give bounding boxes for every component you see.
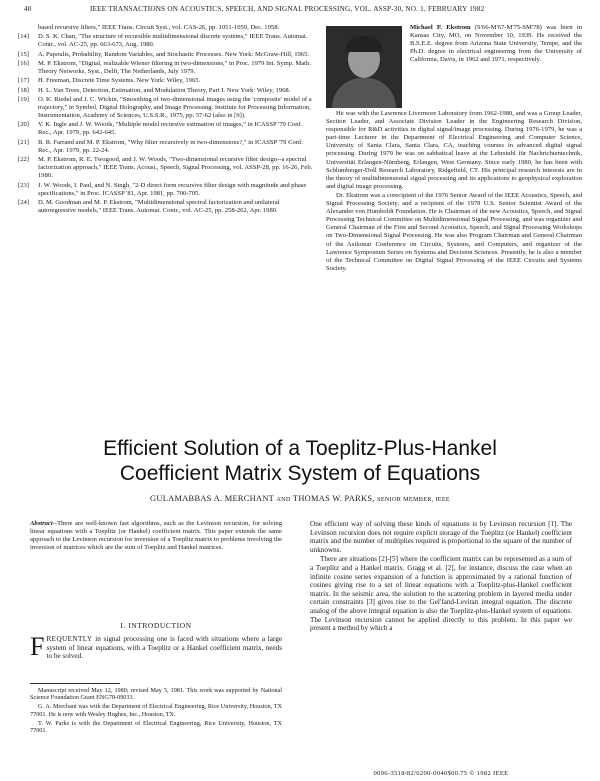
- biography-name: Michael P. Ekstrom: [410, 24, 471, 31]
- reference-item: [18, 182, 314, 198]
- author-photo: [326, 26, 402, 108]
- right-column-text: [310, 520, 572, 634]
- reference-number: [16]: [18, 59, 29, 67]
- footnote-rule: [30, 683, 120, 684]
- reference-item: [18, 199, 314, 215]
- reference-number: [20]: [18, 121, 29, 129]
- reference-number: [24]: [18, 198, 29, 206]
- biography-intro: [410, 24, 582, 64]
- running-header: [24, 5, 584, 17]
- introduction-paragraph: [30, 632, 283, 661]
- body-paragraph: One efficient way of solving these kinds of equations is by Levinson recursion [1]. The Levinson recursion does not require explicit storage of the Toeplitz (or Hankel) coefficient matrix and the number of multiplies required is proportional to the square of the number of unknowns.: [310, 520, 572, 554]
- reference-number: [21]: [18, 138, 29, 146]
- reference-number: [22]: [18, 156, 29, 164]
- reference-item: [18, 121, 314, 137]
- reference-text: O. K. Riedel and J. C. Wickin, "Smoothing of two-dimensional images using the 'composite' model of a trajectory," in Symbol, Digital Holography, and Image Processing. Institute for Processing Information, Instrumentation, Academy of Sciences, U.S.S.R., 1975, pp. 57-62 (also in [9]).: [38, 95, 312, 120]
- footnote: Manuscript received May 12, 1980; revised May 5, 1981. This work was supported by National Science Foundation Grant ENG78-09033.: [30, 687, 282, 702]
- author-name: GULAMABBAS A. MERCHANT: [150, 494, 274, 503]
- reference-item: [18, 33, 314, 49]
- reference-text: based recursive filters," IEEE Trans. Circuit Syst., vol. CAS-26, pp. 1051-1059, Dec. 1958.: [38, 24, 280, 31]
- footnotes: [30, 687, 282, 736]
- footnote: G. A. Merchant was with the Department of Electrical Engineering, Rice University, Houston, TX 77001. He is now with Wesley Hughes, Inc., Houston, TX.: [30, 703, 282, 718]
- abstract-text: --There are well-known fast algorithms, such as the Levinson recursion, for solving linear equations with a Toeplitz (or Hankel) coefficient matrix. This paper extends the same approach to the Levinson recursion for inversion of a Toeplitz matrix to problems involving the inversion of matrices which are the sum of Toeplitz and Hankel matrices.: [30, 520, 282, 551]
- reference-number: [18]: [18, 86, 29, 94]
- reference-text: D. S. K. Chan, "The structure of recursible multidimensional discrete systems," IEEE Trans. Automat. Contr., vol. AC-25, pp. 663-673, Aug. 1980.: [38, 33, 308, 49]
- reference-number: [23]: [18, 181, 29, 189]
- running-title: IEEE TRANSACTIONS ON ACOUSTICS, SPEECH, AND SIGNAL PROCESSING, VOL. ASSP-30, NO. 1, FEBRUARY 1982: [90, 5, 485, 13]
- reference-item: [18, 24, 314, 32]
- intro-capword: REQUENTLY: [46, 635, 93, 643]
- reference-item: [18, 77, 314, 85]
- reference-number: [19]: [18, 95, 29, 103]
- intro-text: in signal processing one is faced with situations where a large system of linear equations, with a Toeplitz or a Hankel coefficient matrix, needs to be solved.: [46, 635, 283, 661]
- author-name: THOMAS W. PARKS,: [292, 494, 375, 503]
- reference-item: [18, 51, 314, 59]
- reference-item: [18, 60, 314, 76]
- reference-text: B. R. Farrand and M. P. Ekstrom, "Why filter recursively in two-dimensions?," in ICASSP '79 Conf. Rec., Apr. 1979, pp. 22-24.: [38, 138, 303, 154]
- reference-list: [18, 24, 314, 216]
- reference-item: [18, 87, 314, 95]
- drop-cap: F: [30, 632, 45, 661]
- reference-number: [18, 24, 38, 32]
- footnote: T. W. Parks is with the Department of Electrical Engineering, Rice University, Houston, TX 77001.: [30, 719, 282, 735]
- reference-item: [18, 96, 314, 120]
- reference-number: [15]: [18, 50, 29, 58]
- reference-item: [18, 139, 314, 155]
- author-conjunction: AND: [276, 496, 291, 503]
- paper-title: [0, 436, 600, 486]
- abstract: [30, 520, 282, 552]
- reference-text: H. Freeman, Discrete Time Systems. New York: Wiley, 1965.: [38, 77, 201, 85]
- section-heading: I. INTRODUCTION: [120, 621, 192, 630]
- biography-top-text: was born in Kansas City, MO, on November 10, 1939. He received the B.S.E.E. degree from Arizona State University, Tempe, and the Ph.D. degree in electrical engineering from the University of California, Davis, in 1962 and 1971, respectively.: [410, 24, 582, 64]
- biography-paragraph: Dr. Ekstrom was a corecipient of the 1976 Senior Award of the IEEE Acoustics, Speech, and Signal Processing Society, and a recipient of the 1978 U.S. Senior Scientist Award of the Alexander von Humboldt Foundation. He is Chairman of the new Acoustics, Speech, and Signal Processing Technical Committee on Multidimensional Signal Processing, and was organizer and General Chairman of the First and Second Acoustics, Speech, and Signal Processing Workshops on Two-Dimensional Signal Processing. He was also Program Chairman and General Chairman of the Asilomar Conference on Circuits, Systems, and Computers, and organizer of the Lawrence Symposium Series on Systems and Decision Sciences. Presently, he is also a member of the Technical Committee on Digital Signal Processing of the IEEE Circuits and Systems Society.: [326, 191, 582, 272]
- reference-text: D. M. Goodman and M. P. Ekstrom, "Multidimensional spectral factorization and unilateral autoregressive models," IEEE Trans. Automat. Contr., vol. AC-25, pp. 258-262, Apr. 1980.: [38, 198, 280, 215]
- reference-item: [18, 156, 314, 180]
- reference-text: J. W. Woods, I. Paul, and N. Singh, "2-D direct form recursive filter design with magnitude and phase specifications," in Proc. ICASSP '81, Apr. 1981, pp. 700-705.: [38, 181, 307, 197]
- paper-authors: [0, 494, 600, 503]
- reference-text: V. K. Ingle and J. W. Woods, "Multiple model recursive estimation of images," in ICASSP '79 Conf. Rec., Apr. 1979, pp. 642-645.: [38, 121, 303, 137]
- paper-title-line: Coefficient Matrix System of Equations: [119, 462, 481, 485]
- reference-text: A. Papoulis, Probability, Random Variables, and Stochastic Processes. New York: McGraw-Hill, 1965.: [38, 50, 310, 58]
- biography-paragraph: He was with the Lawrence Livermore Laboratory from 1962-1980, and was a Group Leader, Section Leader, and Associate Division Leader in the Engineering Research Division, responsible for R&D activities in digital signal/image processing. During 1976-1979, he was a part-time Lecturer in the Department of Electrical Engineering and Computer Science, University of Santa Clara, Santa Clara, CA, teaching courses in advanced digital signal processing. During 1979 he was on sabbatical leave at the Lehrstuhl für Nachrichtentechnik, Universität Erlangen-Nürnberg, Erlangen, West Germany. Since early 1980, he has been with Schlumberger-Doll Research Laboratory, Ridgefield, CT. His principal research interests are in the theory of multidimensional signal processing and its applications to geophysical exploration and digital image processing.: [326, 110, 582, 190]
- reference-text: M. P. Ekstrom, R. E. Twogood, and J. W. Woods, "Two-dimensional recursive filter design--a spectral factorization approach," IEEE Trans. Acoust., Speech, Signal Processing, vol. ASSP-28, pp. 16-26, Feb. 1980.: [38, 156, 313, 180]
- biography-body: [326, 110, 582, 274]
- paper-title-line: Efficient Solution of a Toeplitz-Plus-Hankel: [103, 437, 497, 460]
- copyright-code: 0096-3518/82/0200-0040$00.75 © 1982 IEEE: [373, 770, 509, 777]
- abstract-label: Abstract: [30, 520, 53, 527]
- reference-number: [14]: [18, 33, 29, 41]
- body-paragraph: There are situations [2]-[5] where the coefficient matrix can be represented as a sum of a Toeplitz and a Hankel matrix. Gragg et al. [2], for instance, discuss the case when an infinite cosine series expansion of a function is approximated by a rational function of cosines giving rise to a set of linear equations with a Toeplitz-plus-Hankel coefficient matrix. In the seismic area, the solution to the scattering problem in layered media under certain constraints [3] gives rise to the Gel'fand-Levitan integral equation. The discrete analog of the above integral equation is also the Toeplitz-plus-Hankel system of equations. The Levinson recursion cannot be applied directly to this problem. In this paper we present a method by which a: [310, 555, 572, 633]
- reference-text: M. P. Ekstrom, "Digital, realizable Wiener filtering in two-dimensions," in Proc. 1979 Int. Symp. Math. Theory Networks, Syst., Delft, The Netherlands, July 1979.: [38, 59, 311, 76]
- reference-text: H. L. Van Trees, Detection, Estimation, and Modulation Theory, Part I. New York: Wiley, 1968.: [38, 86, 291, 94]
- page-number: 40: [24, 5, 32, 13]
- reference-number: [17]: [18, 77, 29, 85]
- biography-member-grade: (S'66-M'67-M'75-SM'78): [474, 24, 542, 31]
- author-grade: SENIOR MEMBER, IEEE: [377, 496, 450, 503]
